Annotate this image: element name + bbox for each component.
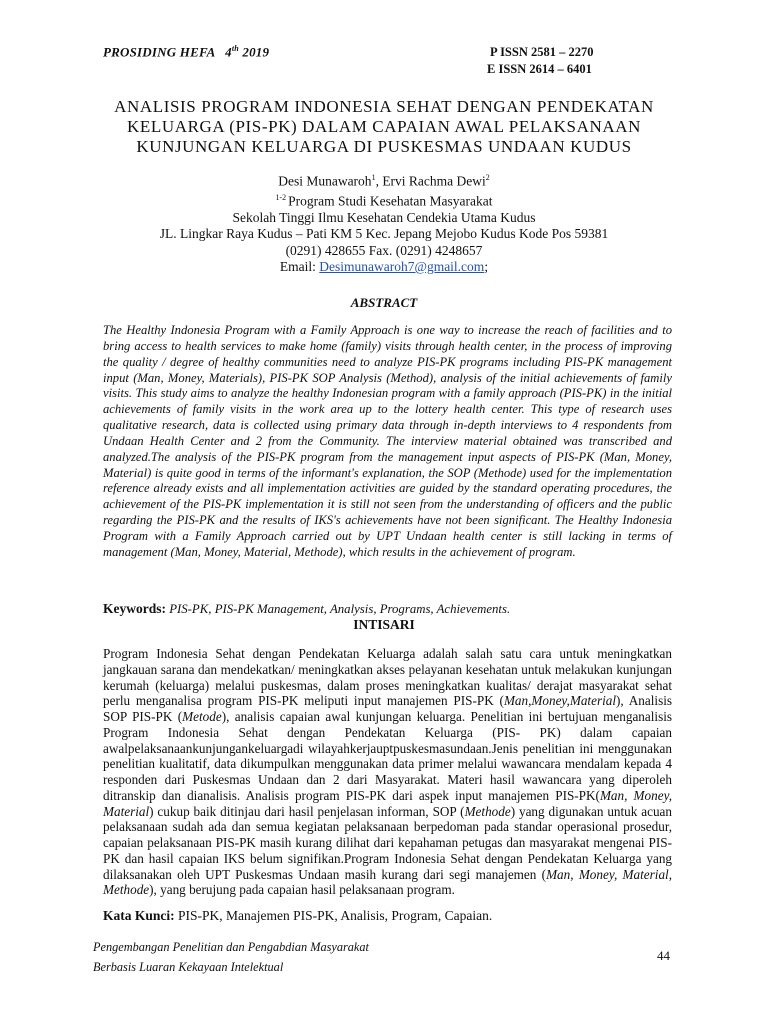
keywords-label: Keywords:: [103, 601, 166, 616]
institution-address: JL. Lingkar Raya Kudus – Pati KM 5 Kec. Jepang Mejobo Kudus Kode Pos 59381: [159, 226, 609, 242]
paper-title: [80, 97, 688, 157]
author-names: [80, 170, 688, 190]
keywords-line: [103, 601, 672, 617]
author-1: Desi Munawaroh: [278, 173, 372, 189]
abstract-heading: ABSTRACT: [350, 295, 418, 310]
page-number: 44: [657, 948, 670, 963]
intisari-body: [103, 646, 672, 898]
journal-year: 2019: [242, 44, 270, 60]
email-link[interactable]: Desimunawaroh7@gmail.com: [319, 259, 485, 275]
kata-kunci-text: PIS-PK, Manajemen PIS-PK, Analisis, Program, Capaian.: [174, 908, 493, 923]
email-label: Email:: [279, 259, 320, 275]
electronic-issn: E ISSN 2614 – 6401: [487, 62, 592, 76]
intisari-heading: INTISARI: [353, 617, 415, 632]
abstract-body: [103, 323, 672, 561]
intisari-text: Program Indonesia Sehat dengan Pendekatan Keluarga adalah salah satu cara untuk meningkatkan jangkauan sarana dan mendekatkan/ meningkatkan akses pelayanan kesehatan untuk melakukan kunjungan kerumah (keluarga) melalui puskesmas, dalam proses meningkatkan kualitas/ derajat masyarakat sehat perlu menganalisa program PIS-PK meliputi input manajemen PIS-PK (Man,Money,Material), Analisis SOP PIS-PK (Metode), analisis capaian awal kunjungan keluarga. Penelitian ini bertujuan menganalisis Program Indonesia Sehat dengan Pendekatan Keluarga (PIS- PK) dalam capaian awalpelaksanaankunjungankeluargadi wilayahkerjauptpuskesmasundaan.Jenis penelitian ini menggunakan penelitian kualitatif, data dikumpulkan menggunakan data primer melalui wawancara mendalam kepada 4 responden dari Puskesmas Undaan dan 2 dari Masyarakat. Materi hasil wawancara yang diperoleh ditranskip dan dianalisis. Analisis program PIS-PK dari aspek input manajemen PIS-PK(Man, Money, Material) cukup baik ditinjau dari hasil penjelasan informan, SOP (Methode) yang digunakan untuk acuan pelaksanaan sudah ada dan semua kegiatan pelaksanaan berpedoman pada standar operasional prosedur, capaian pelaksanaan PIS-PK masih kurang dilihat dari kepahaman petugas dan masyarakat mengenai PIS-PK dan hasil capaian IKS belum signifikan.Program Indonesia Sehat dengan Pendekatan Keluarga yang dilaksanakan oleh UPT Puskesmas Undaan masih kurang dari segi manajemen (Man, Money, Material, Methode), yang berujung pada capaian hasil pelaksanaan program.: [103, 646, 673, 898]
author-2-affil: 2: [485, 173, 490, 182]
affiliation-program: [80, 190, 688, 210]
affiliation-marker: 1-2: [275, 192, 289, 202]
title-line-2: KELUARGA (PIS-PK) DALAM CAPAIAN AWAL PELAKSANAAN: [126, 117, 641, 136]
author-2: Ervi Rachma Dewi: [382, 173, 486, 189]
kata-kunci-line: [103, 908, 672, 924]
title-line-1: ANALISIS PROGRAM INDONESIA SEHAT DENGAN PENDEKATAN: [114, 97, 654, 116]
title-line-3: KUNJUNGAN KELUARGA DI PUSKESMAS UNDAAN KUDUS: [136, 137, 632, 156]
author-1-affil: 1: [371, 173, 376, 182]
footer-line-2: Berbasis Luaran Kekayaan Intelektual: [93, 960, 284, 974]
abstract-text: The Healthy Indonesia Program with a Family Approach is one way to increase the reach of facilities and to bring access to health services to make home (family) visits through health center, in the process of improving the quality / degree of healthy communities need to analyze PIS-PK programs including PIS-PK management input (Man, Money, Materials), PIS-PK SOP Analysis (Method), analysis of the initial achievements of family visits. This study aims to analyze the healthy Indonesian program with a family approach (PIS-PK) in the initial achievements of family visits in the work area up to the lottery health center. This type of research uses qualitative research, data is collected using primary data through in-depth interviews to 4 respondents from Undaan Health Center and 2 from the Community. The interview material obtained was transcribed and analyzed.The analysis of the PIS-PK program from the management input aspects of PIS-PK (Man, Money, Material) is quite good in terms of the informant's explanation, the SOP (Methode) used for the implementation reference already exists and all implementation activities are guided by the standard operating procedures, the achievement of the PIS-PK implementation it is still not seen from the understanding of officers and the public regarding the PIS-PK and the results of IKS's achievements have not been significant. The Healthy Indonesia Program with a Family Approach carried out by UPT Undaan health center is still lacking in terms of management (Man, Money, Material, Methode), which results in the achievement of program.: [103, 323, 672, 559]
email-tail: ;: [484, 259, 489, 275]
institution-phone: (0291) 428655 Fax. (0291) 4248657: [285, 242, 483, 258]
author-block: [80, 170, 688, 275]
issn-block: [487, 44, 594, 78]
keywords-text: PIS-PK, PIS-PK Management, Analysis, Programs, Achievements.: [166, 602, 511, 616]
journal-name: PROSIDING HEFA: [103, 44, 215, 60]
journal-header: [103, 44, 269, 60]
footer-line-1: Pengembangan Penelitian dan Pengabdian Masyarakat: [93, 940, 369, 954]
edition-suffix: th: [231, 44, 239, 53]
affiliation-institution: Sekolah Tinggi Ilmu Kesehatan Cendekia Utama Kudus: [232, 209, 536, 225]
print-issn: P ISSN 2581 – 2270: [490, 45, 594, 59]
contact-email: [80, 259, 688, 275]
author-separator: ,: [375, 173, 383, 189]
affiliation-1: Program Studi Kesehatan Masyarakat: [288, 193, 493, 209]
edition-number: 4: [225, 44, 232, 60]
kata-kunci-label: Kata Kunci:: [103, 908, 175, 923]
page-footer: [93, 937, 369, 977]
